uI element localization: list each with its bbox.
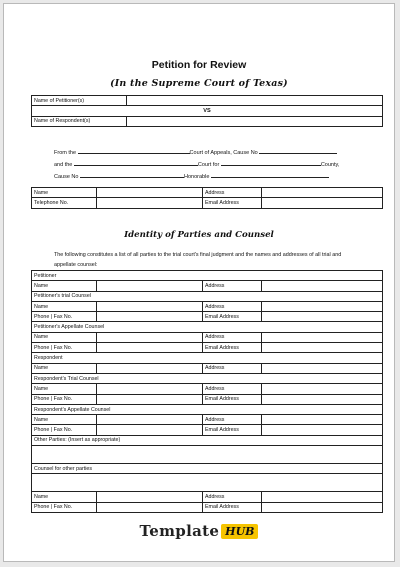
address-label: Address xyxy=(203,415,262,425)
cause-no-blank[interactable] xyxy=(259,147,337,154)
section-petitioner-trial: Petitioner's trial Counsel xyxy=(32,291,383,301)
email-field[interactable] xyxy=(262,425,383,435)
court-blank[interactable] xyxy=(78,147,190,154)
address-field[interactable] xyxy=(262,301,383,311)
other-parties-field[interactable] xyxy=(32,446,383,464)
honorable-blank[interactable] xyxy=(211,171,329,178)
address-field[interactable] xyxy=(262,415,383,425)
contact-address-label: Address xyxy=(203,188,262,198)
name-label: Name xyxy=(32,332,97,342)
email-field[interactable] xyxy=(262,502,383,512)
name-label: Name xyxy=(32,415,97,425)
template-hub-logo xyxy=(4,522,394,540)
section-respondent-trial: Respondent's Trial Counsel xyxy=(32,373,383,383)
court-for-label: Court for xyxy=(197,161,220,168)
name-field[interactable] xyxy=(97,492,203,502)
contact-address-field[interactable] xyxy=(262,188,383,198)
email-label: Email Address xyxy=(203,343,262,353)
section-petitioner-appellate: Petitioner's Appellate Counsel xyxy=(32,322,383,332)
contact-telephone-field[interactable] xyxy=(97,198,203,208)
phone-fax-field[interactable] xyxy=(97,502,203,512)
address-label: Address xyxy=(203,492,262,502)
address-label: Address xyxy=(203,281,262,291)
section-counsel-other: Counsel for other parties xyxy=(32,464,383,474)
cause-no-label: Cause No xyxy=(54,173,79,180)
county-label: County, xyxy=(320,161,340,168)
section-respondent-appellate: Respondent's Appellate Counsel xyxy=(32,404,383,414)
page-title: Petition for Review xyxy=(151,59,247,71)
document-page xyxy=(3,3,395,562)
email-field[interactable] xyxy=(262,312,383,322)
trial-court-blank[interactable] xyxy=(74,159,198,166)
identity-table xyxy=(31,270,383,513)
respondent-label: Name of Respondent(s) xyxy=(32,116,127,126)
county-blank[interactable] xyxy=(221,159,321,166)
petitioner-field[interactable] xyxy=(127,96,383,106)
email-label: Email Address xyxy=(203,312,262,322)
phone-fax-field[interactable] xyxy=(97,312,203,322)
phone-fax-label: Phone | Fax No. xyxy=(32,312,97,322)
phone-fax-field[interactable] xyxy=(97,394,203,404)
phone-fax-label: Phone | Fax No. xyxy=(32,343,97,353)
phone-fax-field[interactable] xyxy=(97,343,203,353)
email-field[interactable] xyxy=(262,343,383,353)
counsel-other-field[interactable] xyxy=(32,474,383,492)
name-label: Name xyxy=(32,492,97,502)
email-field[interactable] xyxy=(262,394,383,404)
address-field[interactable] xyxy=(262,281,383,291)
contact-email-field[interactable] xyxy=(262,198,383,208)
phone-fax-label: Phone | Fax No. xyxy=(32,502,97,512)
honorable-label: Honorable xyxy=(184,173,210,180)
from-the-label: From the xyxy=(54,150,77,156)
court-line-1 xyxy=(54,147,339,159)
name-field[interactable] xyxy=(97,301,203,311)
page-subtitle: (In the Supreme Court of Texas) xyxy=(110,78,288,89)
identity-title: Identity of Parties and Counsel xyxy=(124,230,274,240)
court-line-2 xyxy=(54,159,339,171)
and-the-label: and the xyxy=(54,161,73,168)
name-label: Name xyxy=(32,384,97,394)
section-respondent: Respondent xyxy=(32,353,383,363)
court-line-3 xyxy=(54,171,339,183)
address-field[interactable] xyxy=(262,332,383,342)
vs-label: VS xyxy=(32,106,383,116)
contact-table xyxy=(31,187,383,209)
name-label: Name xyxy=(32,363,97,373)
email-label: Email Address xyxy=(203,502,262,512)
name-field[interactable] xyxy=(97,363,203,373)
court-info xyxy=(54,147,339,182)
contact-name-label: Name xyxy=(32,188,97,198)
name-label: Name xyxy=(32,281,97,291)
name-label: Name xyxy=(32,301,97,311)
section-other-parties: Other Parties: (Insert as appropriate) xyxy=(32,435,383,445)
address-field[interactable] xyxy=(262,363,383,373)
email-label: Email Address xyxy=(203,394,262,404)
address-field[interactable] xyxy=(262,384,383,394)
address-field[interactable] xyxy=(262,492,383,502)
contact-telephone-label: Telephone No. xyxy=(32,198,97,208)
court-of-appeals-label: Court of Appeals, Cause No xyxy=(189,150,258,156)
contact-name-field[interactable] xyxy=(97,188,203,198)
cause-no-2-blank[interactable] xyxy=(80,171,184,178)
respondent-field[interactable] xyxy=(127,116,383,126)
parties-table xyxy=(31,95,383,127)
name-field[interactable] xyxy=(97,415,203,425)
contact-email-label: Email Address xyxy=(203,198,262,208)
email-label: Email Address xyxy=(203,425,262,435)
section-petitioner: Petitioner xyxy=(32,271,383,281)
name-field[interactable] xyxy=(97,332,203,342)
phone-fax-label: Phone | Fax No. xyxy=(32,425,97,435)
identity-intro: The following constitutes a list of all parties to the trial court's final judgment and the names and addresses of all trial and appellate counsel: xyxy=(54,252,342,268)
phone-fax-label: Phone | Fax No. xyxy=(32,394,97,404)
logo-badge: HUB xyxy=(221,524,258,539)
name-field[interactable] xyxy=(97,281,203,291)
address-label: Address xyxy=(203,332,262,342)
petitioner-label: Name of Petitioner(s) xyxy=(32,96,127,106)
address-label: Address xyxy=(203,363,262,373)
logo-word: Template xyxy=(139,522,220,540)
phone-fax-field[interactable] xyxy=(97,425,203,435)
address-label: Address xyxy=(203,384,262,394)
address-label: Address xyxy=(203,301,262,311)
name-field[interactable] xyxy=(97,384,203,394)
